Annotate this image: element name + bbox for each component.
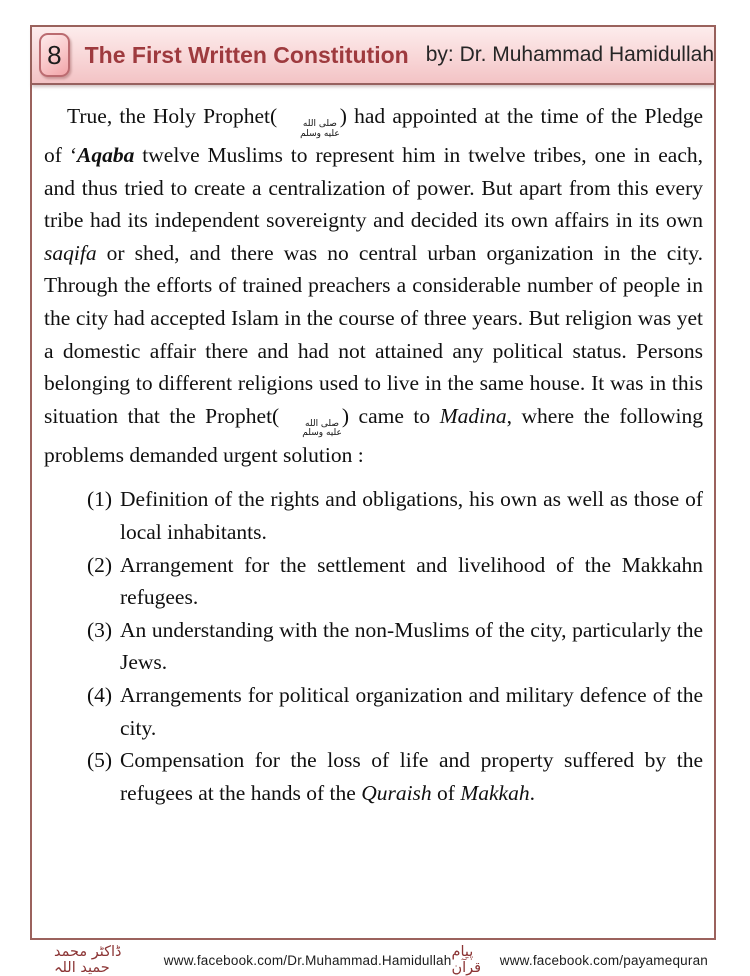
list-item-text: Arrangement for the settlement and livelihood of the Makkahn refugees. (120, 552, 703, 610)
urdu-payamequran-calligraphy: پیام قرآن (451, 944, 482, 976)
urdu-author-calligraphy: ڈاکٹر محمد حمید اللہ (54, 944, 122, 976)
list-item-text: Arrangements for political organization and military defence of the city. (120, 682, 703, 740)
list-item (44, 744, 703, 809)
page-title: The First Written Constitution (84, 41, 409, 68)
page-number-badge: 8 (39, 33, 70, 77)
page-border-box (30, 25, 716, 940)
numbered-list (44, 483, 703, 809)
author-byline: by: Dr. Muhammad Hamidullah (425, 43, 714, 66)
list-item-text: An understanding with the non-Muslims of the city, particularly the Jews. (120, 617, 703, 675)
facebook-url-author[interactable]: www.facebook.com/Dr.Muhammad.Hamidullah (163, 952, 452, 968)
list-item-number: (1) (87, 487, 113, 512)
footer-right (451, 944, 708, 976)
page-header (32, 27, 714, 85)
facebook-url-payamequran[interactable]: www.facebook.com/payamequran (499, 952, 708, 968)
page-body (32, 85, 714, 938)
list-item (44, 614, 703, 679)
honorific-arabic: صلى الله عليه وسلم (300, 119, 340, 139)
list-item-number: (4) (87, 682, 113, 707)
intro-paragraph: True, the Holy Prophet( صلى الله عليه وسلم ) had appointed at the time of the Pledge of ‘Aqaba twelve Muslims to represent him in twelve tribes, one in each, and thus tried to create a centralization of power. But apart from this every tribe had its independent sovereignty and decided its own affairs in its own saqifa or shed, and there was no central urban organization in the city. Through the efforts of trained preachers a considerable number of people in the city had accepted Islam in the course of three years. But religion was yet a domestic affair there and had not attained any political status. Persons belonging to different religions used to live in the same house. It was in this situation that the Prophet( صلى الله عليه وسلم ) came to Madina, where the following problems demanded urgent solution : (44, 104, 704, 467)
footer-left (54, 944, 451, 976)
list-item-text: Compensation for the loss of life and property suffered by the refugees at the hands of the Quraish of Makkah. (120, 748, 703, 805)
list-item (44, 679, 703, 744)
list-item-text: Definition of the rights and obligations, his own as well as those of local inhabitants. (120, 487, 703, 544)
list-item-number: (2) (87, 552, 113, 577)
list-item (44, 483, 703, 548)
honorific-arabic: صلى الله عليه وسلم (302, 418, 342, 439)
page-footer (30, 944, 720, 976)
list-item-number: (5) (87, 748, 113, 773)
list-item (44, 549, 703, 614)
list-item-number: (3) (87, 617, 113, 642)
